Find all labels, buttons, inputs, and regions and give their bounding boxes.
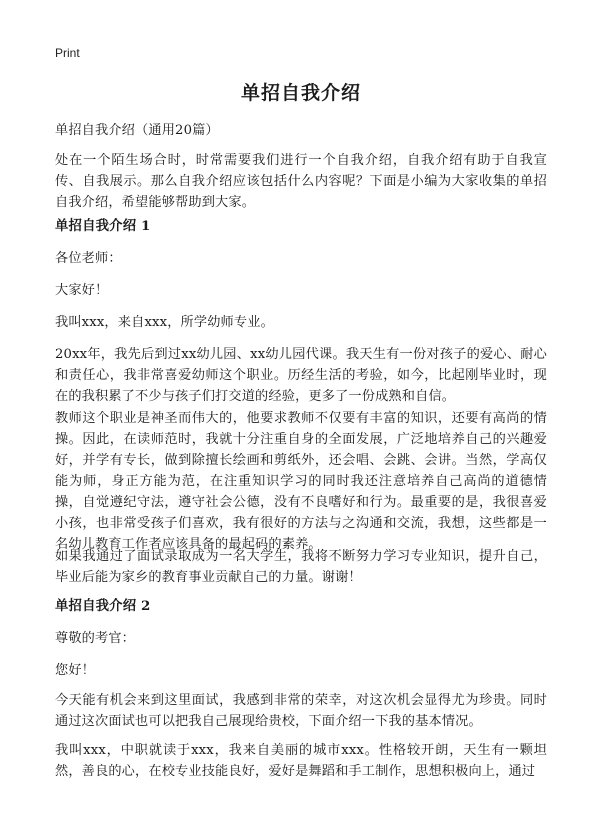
section-2-paragraph: 您好！ bbox=[55, 663, 96, 678]
print-link[interactable]: Print bbox=[55, 46, 80, 60]
intro-paragraph: 处在一个陌生场合时，时常需要我们进行一个自我介绍，自我介绍有助于自我宣传、自我展示。那么自我介绍应该包括什么内容呢？下面是小编为大家收集的单招自我介绍，希望能够帮助到大家。 bbox=[55, 153, 547, 210]
section-2-paragraph: 我叫xxx，中职就读于xxx，我来自美丽的城市xxx。性格较开朗，天生有一颗坦然，善良的心，在校专业技能良好，爱好是舞蹈和手工制作，思想积极向上，通过 bbox=[55, 743, 547, 779]
section-1-paragraph: 20xx年，我先后到过xx幼儿园、xx幼儿园代课。我天生有一份对孩子的爱心、耐心和责任心，我非常喜爱幼师这个职业。历经生活的考验，如今，比起刚毕业时，现在的我积累了不少与孩子们打交道的经验，更多了一份成熟和自信。 bbox=[55, 347, 547, 404]
document-subtitle: 单招自我介绍（通用20篇） bbox=[55, 123, 219, 138]
section-2-paragraph: 尊敬的考官： bbox=[55, 631, 136, 646]
section-1-heading: 单招自我介绍 1 bbox=[55, 218, 151, 234]
section-1-paragraph: 各位老师： bbox=[55, 251, 122, 266]
section-1-paragraph: 大家好！ bbox=[55, 283, 109, 298]
section-1-paragraph: 教师这个职业是神圣而伟大的，他要求教师不仅要有丰富的知识，还要有高尚的情操。因此，在读师范时，我就十分注重自身的全面发展，广泛地培养自己的兴趣爱好，并学有专长，做到除擅长绘画和剪纸外，还会唱、会跳、会讲。当然，学高仅能为师，身正方能为范，在注重知识学习的同时我还注意培养自己高尚的道德情操，自觉遵纪守法，遵守社会公德，没有不良嗜好和行为。最重要的是，我很喜爱小孩，也非常受孩子们喜欢，我有很好的方法与之沟通和交流，我想，这些都是一名幼儿教育工作者应该具备的最起码的素养。 bbox=[55, 411, 547, 552]
document-title: 单招自我介绍 bbox=[240, 82, 361, 104]
section-2-heading: 单招自我介绍 2 bbox=[55, 598, 151, 614]
section-1-paragraph: 我叫xxx，来自xxx，所学幼师专业。 bbox=[55, 315, 274, 330]
section-1-paragraph: 如果我通过了面试录取成为一名大学生，我将不断努力学习专业知识，提升自己，毕业后能为家乡的教育事业贡献自己的力量。谢谢！ bbox=[55, 549, 547, 585]
section-2-paragraph: 今天能有机会来到这里面试，我感到非常的荣幸，对这次机会显得尤为珍贵。同时通过这次面试也可以把我自己展现给贵校，下面介绍一下我的基本情况。 bbox=[55, 693, 547, 729]
